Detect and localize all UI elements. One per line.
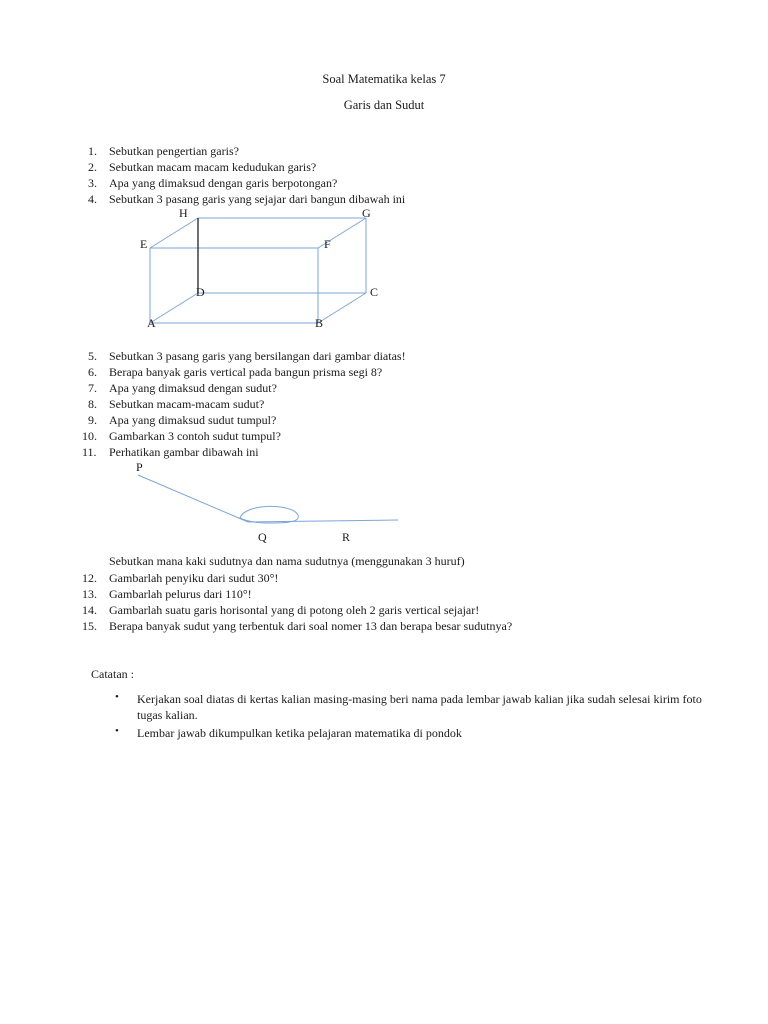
question-text: Apa yang dimaksud dengan garis berpotongan? <box>109 176 338 190</box>
question-text: Berapa banyak sudut yang terbentuk dari soal nomer 13 dan berapa besar sudutnya? <box>109 619 513 633</box>
question-number: 7. <box>88 381 97 395</box>
question-number: 12. <box>82 571 97 585</box>
notes-title: Catatan : <box>91 667 134 681</box>
question-5 <box>88 348 406 364</box>
question-15 <box>82 618 513 634</box>
bullet-icon: • <box>115 691 119 703</box>
question-number: 15. <box>82 619 97 633</box>
question-number: 2. <box>88 160 97 174</box>
question-11-followup: Sebutkan mana kaki sudutnya dan nama sudutnya (menggunakan 3 huruf) <box>109 554 465 568</box>
question-14 <box>82 602 480 618</box>
question-text: Sebutkan pengertian garis? <box>109 144 239 158</box>
question-number: 6. <box>88 365 97 379</box>
question-13 <box>82 586 252 602</box>
question-text: Gambarlah penyiku dari sudut 30°! <box>109 571 279 585</box>
question-text: Sebutkan 3 pasang garis yang bersilangan dari gambar diatas! <box>109 349 406 363</box>
question-text: Gambarkan 3 contoh sudut tumpul? <box>109 429 281 443</box>
question-8 <box>88 396 264 412</box>
question-number: 4. <box>88 192 97 206</box>
question-text: Sebutkan macam-macam sudut? <box>109 397 265 411</box>
question-number: 1. <box>88 144 97 158</box>
prism-figure <box>150 218 366 323</box>
edge-EH <box>150 218 198 248</box>
label-B: B <box>315 316 324 330</box>
question-12 <box>82 570 279 586</box>
question-number: 5. <box>88 349 97 363</box>
label-F: F <box>324 237 331 251</box>
question-number: 11. <box>82 445 97 459</box>
angle-arc <box>240 506 298 523</box>
question-number: 13. <box>82 587 97 601</box>
page-subtitle: Garis dan Sudut <box>343 98 425 112</box>
question-9 <box>88 412 276 428</box>
label-G: G <box>362 206 371 220</box>
question-text: Perhatikan gambar dibawah ini <box>109 445 259 459</box>
label-H: H <box>179 206 188 220</box>
note-item-1: Kerjakan soal diatas di kertas kalian masing-masing beri nama pada lembar jawab kalian jika sudah selesai kirim foto tugas kalian. <box>137 692 702 722</box>
label-Q: Q <box>258 530 267 544</box>
question-number: 10. <box>82 429 97 443</box>
ray-QP <box>138 475 248 522</box>
question-number: 8. <box>88 397 97 411</box>
question-10 <box>82 428 281 444</box>
label-R: R <box>342 530 351 544</box>
label-P: P <box>136 460 143 474</box>
question-number: 14. <box>82 603 97 617</box>
edge-AD <box>150 293 198 323</box>
question-text: Gambarlah pelurus dari 110°! <box>109 587 252 601</box>
question-text: Gambarlah suatu garis horisontal yang di potong oleh 2 garis vertical sejajar! <box>109 603 480 617</box>
question-text: Sebutkan macam macam kedudukan garis? <box>109 160 317 174</box>
question-6 <box>88 364 382 380</box>
note-item-2: Lembar jawab dikumpulkan ketika pelajaran matematika di pondok <box>137 726 462 740</box>
question-text: Apa yang dimaksud sudut tumpul? <box>109 413 277 427</box>
angle-figure <box>138 475 398 523</box>
ray-QR <box>248 520 398 522</box>
question-text: Apa yang dimaksud dengan sudut? <box>109 381 277 395</box>
question-text: Berapa banyak garis vertical pada bangun prisma segi 8? <box>109 365 383 379</box>
page-title: Soal Matematika kelas 7 <box>322 72 446 86</box>
label-E: E <box>140 237 148 251</box>
label-C: C <box>370 285 379 299</box>
question-number: 3. <box>88 176 97 190</box>
label-A: A <box>147 316 156 330</box>
question-11 <box>82 444 259 460</box>
question-number: 9. <box>88 413 97 427</box>
bullet-icon: • <box>115 725 119 737</box>
label-D: D <box>196 285 205 299</box>
edge-BC <box>318 293 366 323</box>
question-7 <box>88 380 277 396</box>
question-text: Sebutkan 3 pasang garis yang sejajar dari bangun dibawah ini <box>109 192 406 206</box>
